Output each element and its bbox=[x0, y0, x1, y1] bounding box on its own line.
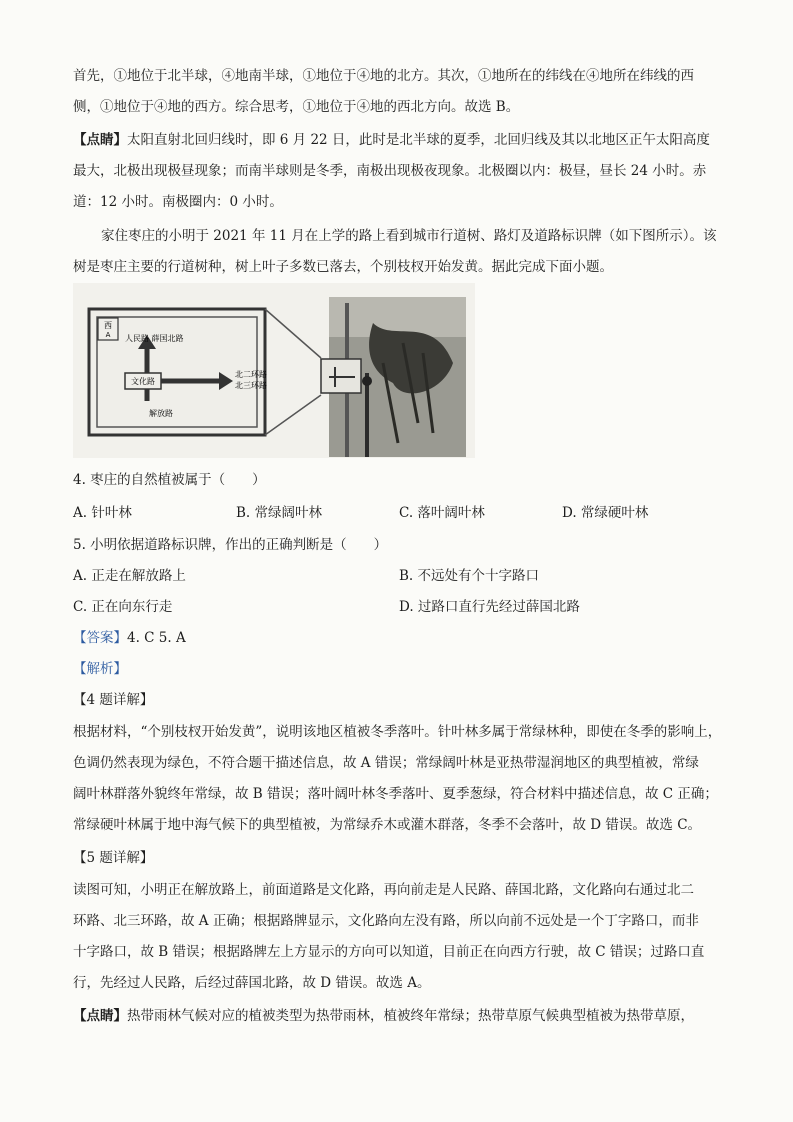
detail-5-line: 行，先经过人民路，后经过薛国北路，故 D 错误。故选 A。 bbox=[73, 975, 431, 991]
q4-option-b: B. 常绿阔叶林 bbox=[236, 505, 323, 521]
q5-option-c: C. 正在向东行走 bbox=[73, 599, 173, 615]
final-tip-tag: 【点睛】 bbox=[73, 1008, 127, 1024]
detail-5-line: 环路、北三环路，故 A 正确；根据路牌显示，文化路向左没有路，所以向前不远处是一个丁字路口，而非 bbox=[73, 913, 699, 929]
tip-line bbox=[73, 130, 723, 150]
direction-a-label: A bbox=[105, 331, 111, 339]
answer-line bbox=[73, 628, 723, 648]
paragraph-line: 首先，①地位于北半球，④地南半球，①地位于④地的北方。其次，①地所在的纬线在④地所在纬线的西 bbox=[73, 68, 694, 84]
detail-4-line: 阔叶林群落外貌终年常绿，故 B 错误；落叶阔叶林冬季落叶、夏季葱绿，符合材料中描述信息，故 C 正确； bbox=[73, 786, 718, 802]
paragraph-line: 侧，①地位于④地的西方。综合思考，①地位于④地的西北方向。故选 B。 bbox=[73, 99, 520, 115]
road-sign-figure bbox=[73, 283, 475, 458]
detail-4-line: 常绿硬叶林属于地中海气候下的典型植被，为常绿乔木或灌木群落，冬季不会落叶，故 D 错误。故选 C。 bbox=[73, 817, 702, 833]
paragraph-line: 最大，北极出现极昼现象；而南半球则是冬季，南极出现极夜现象。北极圈以内：极昼，昼长 24 小时。赤 bbox=[73, 163, 707, 179]
detail-4-heading: 【4 题详解】 bbox=[73, 692, 154, 708]
answer-tag: 【答案】 bbox=[73, 630, 127, 646]
detail-4-line: 色调仍然表现为绿色，不符合题干描述信息，故 A 错误；常绿阔叶林是亚热带湿润地区的典型植被，常绿 bbox=[73, 755, 699, 771]
q4-option-c: C. 落叶阔叶林 bbox=[399, 505, 485, 521]
answer-text: 4. C 5. A bbox=[127, 630, 186, 646]
road-top-label: 人民路 薛国北路 bbox=[125, 334, 184, 343]
road-left-label: 文化路 bbox=[131, 377, 155, 386]
tip-tag: 【点睛】 bbox=[73, 132, 127, 148]
material-line: 树是枣庄主要的行道树种，树上叶子多数已落去，个别枝杈开始发黄。据此完成下面小题。 bbox=[73, 259, 613, 275]
analysis-tag: 【解析】 bbox=[73, 661, 127, 677]
q5-option-b: B. 不远处有个十字路口 bbox=[399, 568, 540, 584]
road-right-label-1: 北二环路 bbox=[235, 370, 267, 379]
material-line: 家住枣庄的小明于 2021 年 11 月在上学的路上看到城市行道树、路灯及道路标识牌（如下图所示）。该 bbox=[101, 228, 717, 244]
road-bottom-label: 解放路 bbox=[149, 409, 173, 418]
detail-4-line: 根据材料，“个别枝杈开始发黄”，说明该地区植被冬季落叶。针叶林多属于常绿林种，即使在冬季的影响上， bbox=[73, 724, 722, 740]
q5-option-a: A. 正走在解放路上 bbox=[73, 568, 186, 584]
q4-option-a: A. 针叶林 bbox=[73, 505, 132, 521]
tip-text: 太阳直射北回归线时，即 6 月 22 日，此时是北半球的夏季，北回归线及其以北地区正午太阳高度 bbox=[127, 132, 710, 148]
final-tip-text: 热带雨林气候对应的植被类型为热带雨林，植被终年常绿；热带草原气候典型植被为热带草原， bbox=[127, 1008, 694, 1024]
paragraph-line: 道：12 小时。南极圈内：0 小时。 bbox=[73, 194, 283, 210]
final-tip-line bbox=[73, 1006, 723, 1026]
q4-option-d: D. 常绿硬叶林 bbox=[562, 505, 649, 521]
detail-5-line: 十字路口，故 B 错误；根据路牌左上方显示的方向可以知道，目前正在向西方行驶，故 C 错误；过路口直 bbox=[73, 944, 705, 960]
direction-west-label: 西 bbox=[104, 321, 112, 330]
question-4-stem: 4. 枣庄的自然植被属于（ ） bbox=[73, 472, 266, 488]
q5-option-d: D. 过路口直行先经过薛国北路 bbox=[399, 599, 580, 615]
detail-5-heading: 【5 题详解】 bbox=[73, 850, 154, 866]
road-right-label-2: 北三环路 bbox=[235, 381, 267, 390]
detail-5-line: 读图可知，小明正在解放路上，前面道路是文化路，再向前走是人民路、薛国北路，文化路向右通过北二 bbox=[73, 882, 694, 898]
question-5-stem: 5. 小明依据道路标识牌，作出的正确判断是（ ） bbox=[73, 537, 388, 553]
